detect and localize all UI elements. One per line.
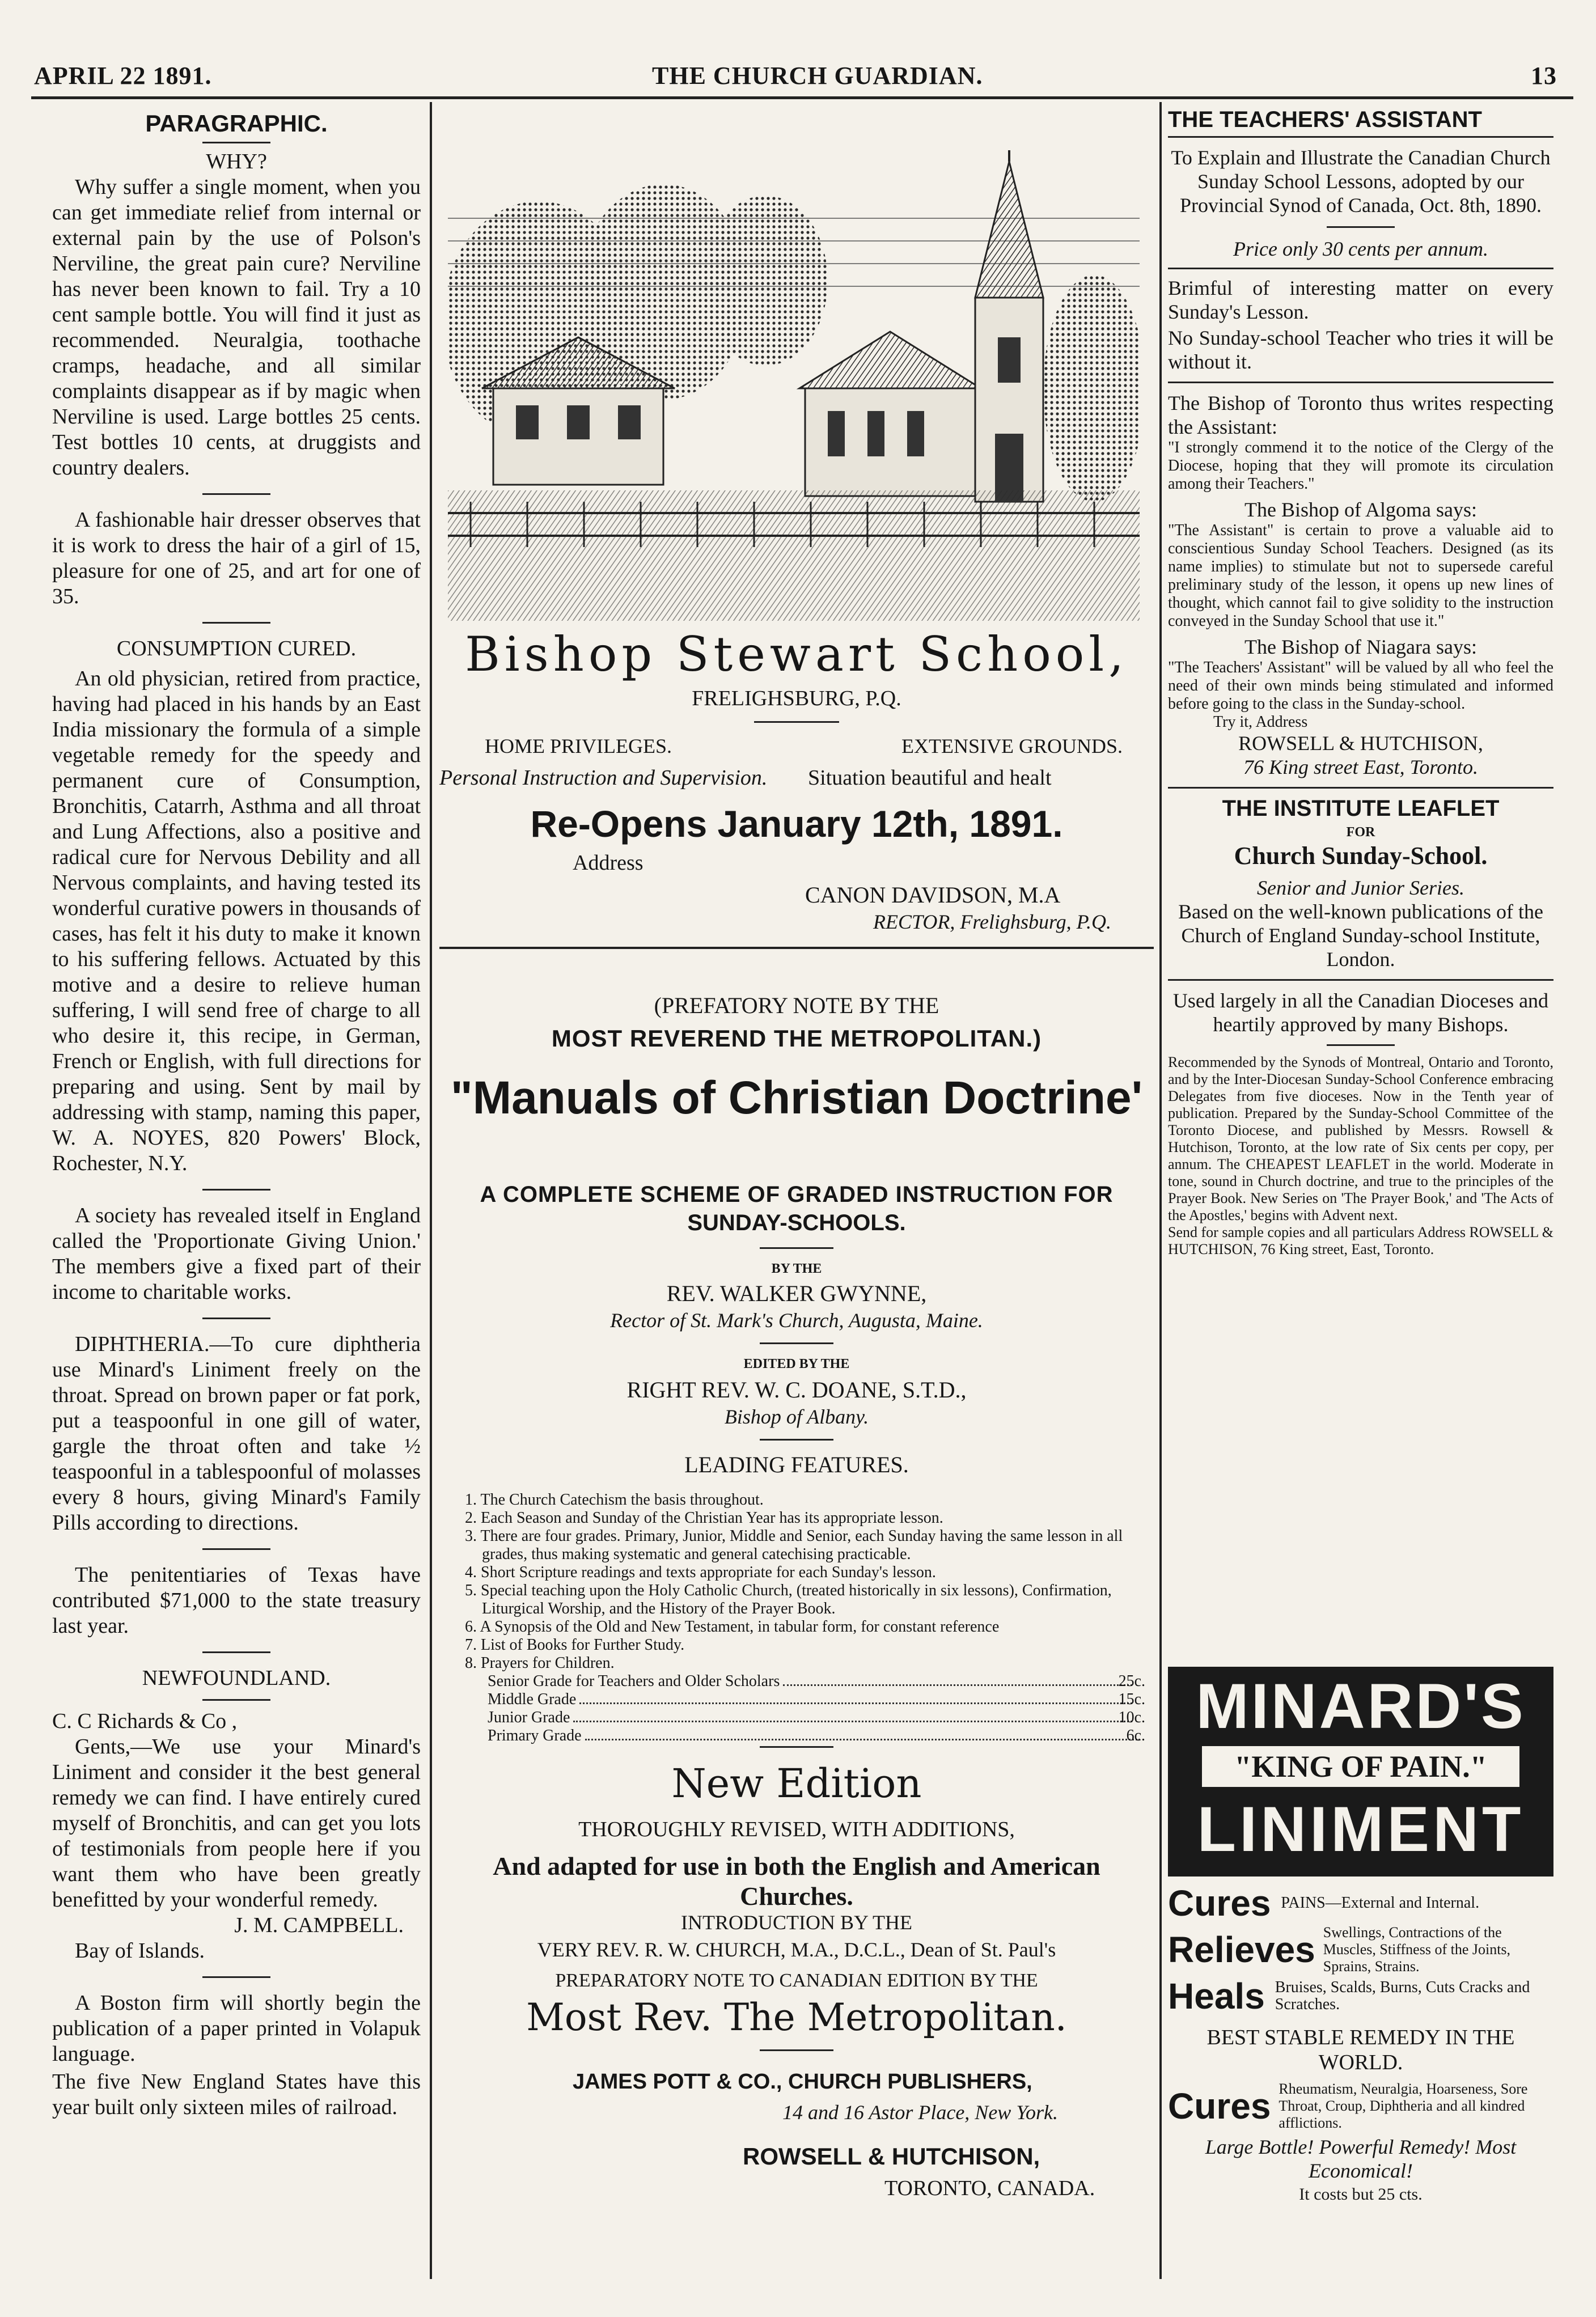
feature-item: 7. List of Books for Further Study. — [465, 1636, 685, 1654]
divider — [1168, 136, 1553, 138]
il-recommended: Recommended by the Synods of Montreal, Ontario and Toronto, and by the Inter-Diocesan Sunday-School Conference embracing Delegates from five dioceses. Now in the Tenth year of publication. Prepared by the Sunday-School Committee of the Toronto Diocese, and published by Messrs. Rowsell & Hutchison, Toronto, at the low rate of Six cents per copy, per annum. The CHEAPEST LEAFLET in the world. Moderate in tone, sound in Church doctrine, and true to the principles of the Prayer Book. New Series on 'The Prayer Book,' and 'The Acts of the Apostles,' begins with Advent next. — [1168, 1054, 1553, 1223]
column-divider-left — [430, 102, 432, 2279]
price-row: Senior Grade for Teachers and Older Scholars 25c. — [488, 1672, 1145, 1690]
most-rev-metropolitan: Most Rev. The Metropolitan. — [526, 1996, 1067, 2039]
il-used: Used largely in all the Canadian Dioceses and heartily approved by many Bishops. — [1172, 989, 1549, 1036]
cost-line: It costs but 25 cts. — [1299, 2185, 1423, 2204]
divider — [202, 1189, 270, 1191]
feature-item: 6. A Synopsis of the Old and New Testament, in tabular form, for constant reference — [465, 1618, 1000, 1636]
cures-row: Cures PAINS—External and Internal. — [1168, 1883, 1480, 1924]
page-number: 13 — [1531, 62, 1557, 90]
divider — [1327, 1044, 1395, 1046]
price-row: Junior Grade 10c. — [488, 1709, 1145, 1726]
minards-king-of-pain: "KING OF PAIN." — [1202, 1746, 1519, 1787]
issue-date: APRIL 22 1891. — [34, 62, 212, 90]
newfoundland-signature: J. M. CAMPBELL. — [234, 1913, 404, 1937]
pott-address: 14 and 16 Astor Place, New York. — [782, 2101, 1059, 2124]
reopens-date: Re-Opens January 12th, 1891. — [530, 803, 1063, 845]
ta-bishop-toronto: The Bishop of Toronto thus writes respecting the Assistant: — [1168, 392, 1553, 438]
column-divider-right — [1159, 102, 1162, 2279]
divider — [760, 2049, 833, 2051]
divider — [760, 1342, 833, 1344]
feature-item: 4. Short Scripture readings and texts appropriate for each Sunday's lesson. — [465, 1564, 936, 1581]
ta-rowsell: ROWSELL & HUTCHISON, — [1238, 732, 1483, 755]
heals-row: Heals Bruises, Scalds, Burns, Cuts Cracks and Scratches. — [1168, 1976, 1530, 2017]
ta-algoma-quote: "The Assistant" is certain to prove a valuable aid to conscientious Sunday School Teachers. Designed (as its name implies) to stimulate but not to supersede careful preliminary study of the lesson, it opens up new lines of thought, which cannot fail to give solidity to the instruction conveyed in the Sunday School that use it." — [1168, 522, 1553, 630]
relieves-row: Relieves Swellings, Contractions of the Muscles, Stiffness of the Joints, Sprains, Strains. — [1168, 1924, 1511, 1975]
left-column — [52, 111, 421, 2120]
home-privileges: HOME PRIVILEGES. — [485, 735, 672, 757]
by-the: BY THE — [771, 1261, 822, 1276]
il-series: Senior and Junior Series. — [1257, 876, 1464, 899]
prefatory-note: (PREFATORY NOTE BY THE — [654, 993, 939, 1018]
preparatory-note: PREPARATORY NOTE TO CANADIAN EDITION BY THE — [555, 1970, 1038, 1991]
consumption-title: CONSUMPTION CURED. — [116, 637, 357, 660]
why-article: Why suffer a single moment, when you can get immediate relief from internal or external pain by the use of Polson's Nerviline, the great pain cure? Nerviline has never been known to fail. Try a 10 cent sample bottle. You will find it just as recommended. Neuralgia, toothache cramps, headache, and all similar complaints disappear as if by magic when Nerviline is used. Large bottles 25 cents. Test bottles 10 cents, at druggists and country dealers. — [52, 175, 421, 480]
adapted-line: And adapted for use in both the English and American Churches. — [493, 1852, 1100, 1911]
minards-claims — [1168, 1882, 1553, 2204]
best-stable-remedy: BEST STABLE REMEDY IN THE WORLD. — [1206, 2026, 1515, 2074]
james-pott — [573, 2069, 1032, 2094]
sunday-schools: SUNDAY-SCHOOLS. — [687, 1210, 906, 1235]
society-article: A society has revealed itself in England called the 'Proportionate Giving Union.' The members give a fixed part of their income to charitable works. — [52, 1204, 421, 1304]
church-illustration — [448, 150, 1140, 621]
divider — [754, 721, 839, 723]
divider — [1168, 268, 1553, 269]
edited-by: EDITED BY THE — [743, 1357, 850, 1371]
extensive-grounds: EXTENSIVE GROUNDS. — [901, 735, 1123, 757]
personal-instruction: Personal Instruction and Supervision. — [439, 766, 768, 790]
ta-brimful: Brimful of interesting matter on every Sunday's Lesson. — [1168, 277, 1553, 323]
teachers-assistant-title: THE TEACHERS' ASSISTANT — [1168, 107, 1482, 132]
consumption-article: An old physician, retired from practice, having had placed in his hands by an East India missionary the formula of a simple vegetable remedy for the speedy and permanent cure of Consumption, Bronchitis, Catarrh, Asthma and all throat and Lung Affections, also a positive and radical cure for Nervous Debility and all Nervous complaints, and having tested its wonderful curative powers in thousands of cases, has felt it his duty to make it known to his suffering fellows. Actuated by this motive and a desire to relieve human suffering, I will send free of charge to all who desire it, this recipe, in German, French or English, with full directions for preparing and using. Sent by mail by addressing with stamp, naming this paper, W. A. NOYES, 820 Powers' Block, Rochester, N.Y. — [52, 667, 421, 1175]
feature-item: 8. Prayers for Children. — [465, 1654, 615, 1672]
texas-article: The penitentiaries of Texas have contributed $71,000 to the state treasury last year. — [52, 1563, 421, 1638]
right-column — [1168, 108, 1553, 1258]
ta-try: Try it, Address — [1213, 713, 1308, 731]
rowsell-hutchison: ROWSELL & HUTCHISON, — [743, 2143, 1040, 2170]
new-edition: New Edition — [671, 1760, 922, 1807]
divider — [202, 622, 270, 624]
leading-features-title: LEADING FEATURES. — [684, 1452, 909, 1477]
ta-rowsell-address: 76 King street East, Toronto. — [1243, 756, 1479, 778]
newspaper-title: THE CHURCH GUARDIAN. — [652, 62, 983, 90]
divider — [202, 1318, 270, 1319]
rector-line: RECTOR, Frelighsburg, P.Q. — [873, 910, 1112, 933]
divider — [1327, 226, 1395, 228]
institute-leaflet-title: THE INSTITUTE LEAFLET — [1222, 796, 1500, 821]
feature-item: 2. Each Season and Sunday of the Christian Year has its appropriate lesson. — [465, 1509, 943, 1527]
divider — [202, 1651, 270, 1653]
divider — [760, 1746, 833, 1748]
newfoundland-address: C. C Richards & Co , — [52, 1709, 238, 1733]
doane-title: Bishop of Albany. — [724, 1405, 869, 1428]
ta-toronto-quote: "I strongly commend it to the notice of the Clergy of the Diocese, hoping that they will promote its circulation among their Teachers." — [1168, 439, 1553, 493]
manuals-title: "Manuals of Christian Doctrine' — [450, 1072, 1143, 1124]
paragraphic-heading: PARAGRAPHIC. — [145, 110, 328, 137]
feature-item: 1. The Church Catechism the basis throughout. — [465, 1491, 764, 1509]
hair-article: A fashionable hair dresser observes that it is work to dress the hair of a girl of 15, pleasure for one of 25, and art for one of 35. — [52, 508, 421, 608]
price-row: Middle Grade 15c. — [488, 1691, 1145, 1708]
divider — [202, 142, 270, 143]
introduction-by: INTRODUCTION BY THE — [681, 1911, 912, 1934]
divider — [1168, 787, 1553, 789]
ta-bishop-niagara: The Bishop of Niagara says: — [1244, 636, 1477, 658]
section-rule — [439, 947, 1154, 949]
boston-article: A Boston firm will shortly begin the publication of a paper printed in Volapuk language. — [52, 1991, 421, 2066]
divider — [202, 1699, 270, 1701]
divider — [202, 493, 270, 495]
ta-description: To Explain and Illustrate the Canadian Church Sunday School Lessons, adopted by our Provincial Synod of Canada, Oct. 8th, 1890. — [1171, 146, 1551, 217]
large-bottle: Large Bottle! Powerful Remedy! Most Economical! — [1205, 2136, 1517, 2182]
divider — [1168, 382, 1553, 383]
il-church-sunday-school: Church Sunday-School. — [1234, 842, 1488, 870]
school-name: Bishop Stewart School, — [465, 626, 1128, 682]
complete-scheme: A COMPLETE SCHEME OF GRADED INSTRUCTION FOR — [480, 1182, 1114, 1207]
dean-church: VERY REV. R. W. CHURCH, M.A., D.C.L., Dean of St. Paul's — [537, 1938, 1056, 1961]
newfoundland-title: NEWFOUNDLAND. — [142, 1666, 331, 1690]
ta-no-teacher: No Sunday-school Teacher who tries it will be without it. — [1168, 327, 1553, 373]
divider — [760, 1247, 833, 1249]
church-engraving — [448, 150, 1140, 621]
diphtheria-article: DIPHTHERIA.—To cure diphtheria use Minard's Liniment freely on the throat. Spread on brown paper or fat pork, put a teaspoonful in one gill of water, gargle the throat often and take ½ teaspoonful in a tablespoonful of molasses every 8 hours, giving Minard's Family Pills according to directions. — [52, 1332, 421, 1535]
canon-davidson: CANON DAVIDSON, M.A — [805, 882, 1061, 908]
ta-niagara-quote: "The Teachers' Assistant" will be valued by all who feel the need of their own minds being stimulated and informed before going to the class in the Sunday-school. — [1168, 659, 1553, 713]
school-place: FRELIGHSBURG, P.Q. — [692, 687, 901, 710]
il-based: Based on the well-known publications of the Church of England Sunday-school Institute, London. — [1178, 900, 1543, 971]
metropolitan-line: MOST REVEREND THE METROPOLITAN.) — [551, 1025, 1042, 1052]
divider — [202, 1548, 270, 1550]
why-title: WHY? — [206, 150, 267, 173]
pott-name: JAMES POTT & CO., CHURCH PUBLISHERS, — [573, 2070, 1032, 2094]
minards-liniment: LINIMENT — [1197, 1794, 1525, 1865]
newfoundland-place: Bay of Islands. — [75, 1939, 205, 1963]
divider — [1168, 979, 1553, 981]
features-list — [465, 1491, 1145, 1745]
address-label: Address — [573, 851, 644, 875]
divider — [202, 1976, 270, 1978]
walker-gwynne: REV. WALKER GWYNNE, — [666, 1281, 927, 1306]
minards-liniment-ad — [1168, 1667, 1553, 1877]
toronto-canada: TORONTO, CANADA. — [884, 2176, 1095, 2200]
feature-item: 3. There are four grades. Primary, Junior, Middle and Senior, each Sunday having the same lesson in all grades, thus making systematic and general catechising practicable. — [465, 1527, 1123, 1563]
feature-item: 5. Special teaching upon the Holy Catholic Church, (treated historically in six lessons), Confirmation, Liturgical Worship, and the History of the Prayer Book. — [465, 1582, 1112, 1617]
ta-price: Price only 30 cents per annum. — [1233, 238, 1488, 260]
divider — [760, 1439, 833, 1441]
gwynne-title: Rector of St. Mark's Church, Augusta, Maine. — [610, 1309, 983, 1332]
ta-bishop-algoma: The Bishop of Algoma says: — [1244, 498, 1477, 521]
thoroughly-revised: THOROUGHLY REVISED, WITH ADDITIONS, — [578, 1818, 1015, 1841]
doane: RIGHT REV. W. C. DOANE, S.T.D., — [626, 1377, 967, 1403]
price-row: Primary Grade 6c. — [488, 1727, 1145, 1744]
cures-row-2: Cures Rheumatism, Neuralgia, Hoarseness, Sore Throat, Croup, Diphtheria and all kindred afflictions. — [1168, 2081, 1528, 2131]
new-england-article: The five New England States have this year built only sixteen miles of railroad. — [52, 2070, 421, 2119]
il-for: FOR — [1346, 825, 1375, 840]
situation: Situation beautiful and healt — [808, 766, 1052, 790]
newfoundland-letter: Gents,—We use your Minard's Liniment and consider it the best general remedy we can find. I have entirely cured myself of Bronchitis, and can get you lots of testimonials from people here if you want them who have been greatly benefitted by your wonderful remedy. — [52, 1735, 421, 1912]
masthead-rule — [31, 96, 1573, 99]
il-send: Send for sample copies and all particulars Address ROWSELL & HUTCHISON, 76 King street, East, Toronto. — [1168, 1224, 1553, 1257]
minards-title: MINARD'S — [1196, 1671, 1526, 1742]
